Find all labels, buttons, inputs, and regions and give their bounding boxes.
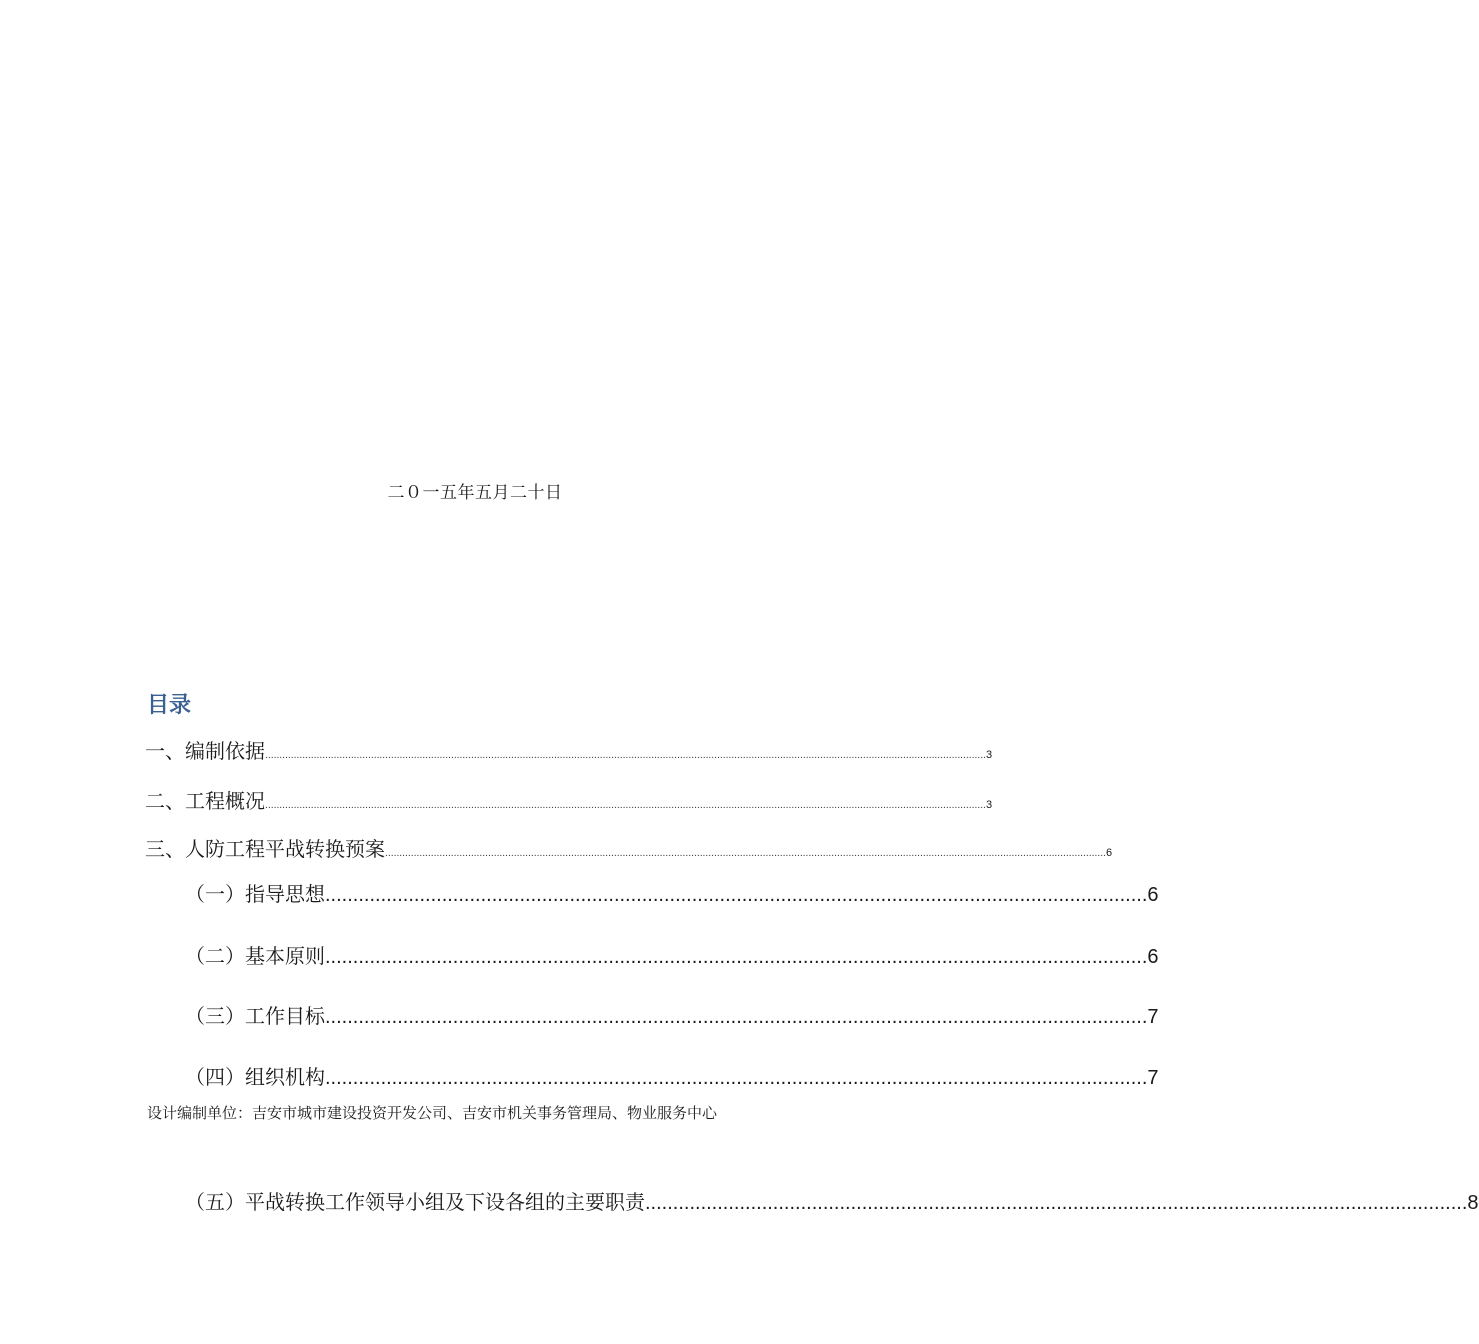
toc-entry-3-1[interactable] — [185, 878, 1159, 907]
toc-dot-leader: .................................................................................................................................................... — [325, 1006, 1148, 1028]
toc-dot-leader: .................................................................................................................................................... — [325, 946, 1148, 968]
toc-page-number: 3 — [985, 749, 993, 761]
toc-dot-leader: ............................................................................................................................................................................................................................................................ — [265, 801, 986, 811]
toc-page-number: 8 — [1467, 1192, 1479, 1214]
toc-entry-label: （二）基本原则 — [185, 944, 325, 968]
toc-entry-3-3[interactable] — [185, 1000, 1159, 1029]
toc-page-number: 6 — [1147, 884, 1159, 906]
toc-entry-label: （一）指导思想 — [185, 882, 325, 906]
toc-dot-leader: .................................................................................................................................................... — [325, 884, 1148, 906]
toc-entry-2[interactable] — [145, 785, 993, 814]
document-date: 二０一五年五月二十日 — [387, 483, 563, 503]
toc-page-number: 3 — [985, 799, 993, 811]
toc-dot-leader: ............................................................................................................................................................................................................................................................ — [385, 849, 1106, 859]
toc-entry-label: （五）平战转换工作领导小组及下设各组的主要职责 — [185, 1190, 645, 1214]
toc-entry-label: 一、编制依据 — [145, 739, 265, 763]
toc-entry-1[interactable] — [145, 735, 993, 764]
toc-entry-3[interactable] — [145, 833, 1113, 862]
toc-entry-label: 二、工程概况 — [145, 789, 265, 813]
design-unit-note: 设计编制单位：吉安市城市建设投资开发公司、吉安市机关事务管理局、物业服务中心 — [147, 1104, 718, 1122]
toc-page-number: 7 — [1147, 1067, 1159, 1089]
toc-entry-3-4[interactable] — [185, 1061, 1159, 1090]
toc-page-number: 7 — [1147, 1006, 1159, 1028]
toc-dot-leader: .................................................................................................................................................... — [645, 1192, 1468, 1214]
toc-dot-leader: .................................................................................................................................................... — [325, 1067, 1148, 1089]
toc-entry-3-2[interactable] — [185, 940, 1159, 969]
toc-entry-label: 三、人防工程平战转换预案 — [145, 837, 385, 861]
toc-entry-label: （四）组织机构 — [185, 1065, 325, 1089]
toc-entry-label: （三）工作目标 — [185, 1004, 325, 1028]
toc-page-number: 6 — [1105, 847, 1113, 859]
toc-page-number: 6 — [1147, 946, 1159, 968]
toc-title: 目录 — [147, 693, 192, 718]
toc-entry-3-5[interactable] — [185, 1186, 1479, 1215]
toc-dot-leader: ............................................................................................................................................................................................................................................................ — [265, 751, 986, 761]
